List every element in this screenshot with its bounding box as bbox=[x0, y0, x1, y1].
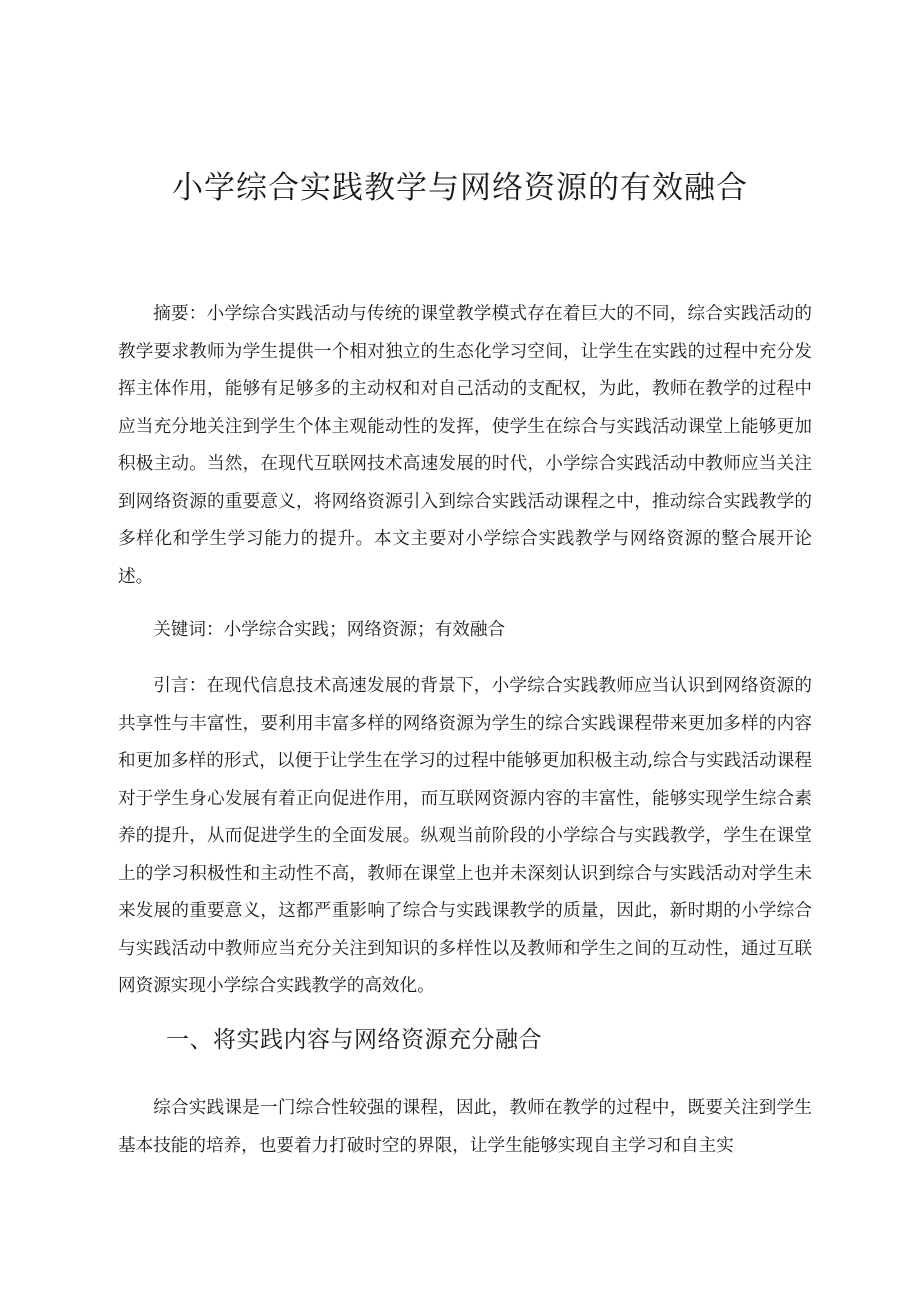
section-1-paragraph: 综合实践课是一门综合性较强的课程，因此，教师在教学的过程中，既要关注到学生基本技能的培养，也要着力打破时空的界限，让学生能够实现自主学习和自主实 bbox=[118, 1098, 812, 1156]
introduction-paragraph: 引言：在现代信息技术高速发展的背景下，小学综合实践教师应当认识到网络资源的共享性与丰富性，要利用丰富多样的网络资源为学生的综合实践课程带来更加多样的内容和更加多样的形式，以便于让学生在学习的过程中能够更加积极主动,综合与实践活动课程对于学生身心发展有着正向促进作用，而互联网资源内容的丰富性，能够实现学生综合素养的提升，从而促进学生的全面发展。纵观当前阶段的小学综合与实践教学，学生在课堂上的学习积极性和主动性不高，教师在课堂上也并未深刻认识到综合与实践活动对学生未来发展的重要意义，这都严重影响了综合与实践课教学的质量，因此，新时期的小学综合与实践活动中教师应当充分关注到知识的多样性以及教师和学生之间的互动性，通过互联网资源实现小学综合实践教学的高效化。 bbox=[118, 676, 812, 996]
keywords-line: 关键词：小学综合实践；网络资源；有效融合 bbox=[153, 620, 506, 640]
abstract-paragraph: 摘要：小学综合实践活动与传统的课堂教学模式存在着巨大的不同，综合实践活动的教学要求教师为学生提供一个相对独立的生态化学习空间，让学生在实践的过程中充分发挥主体作用，能够有足够多的主动权和对自己活动的支配权，为此，教师在教学的过程中应当充分地关注到学生个体主观能动性的发挥，使学生在综合与实践活动课堂上能够更加积极主动。当然，在现代互联网技术高速发展的时代，小学综合实践活动中教师应当关注到网络资源的重要意义，将网络资源引入到综合实践活动课程之中，推动综合实践教学的多样化和学生学习能力的提升。本文主要对小学综合实践教学与网络资源的整合展开论述。 bbox=[118, 304, 812, 587]
document-title: 小学综合实践教学与网络资源的有效融合 bbox=[172, 170, 748, 206]
section-heading-1: 一、将实践内容与网络资源充分融合 bbox=[166, 1027, 542, 1053]
